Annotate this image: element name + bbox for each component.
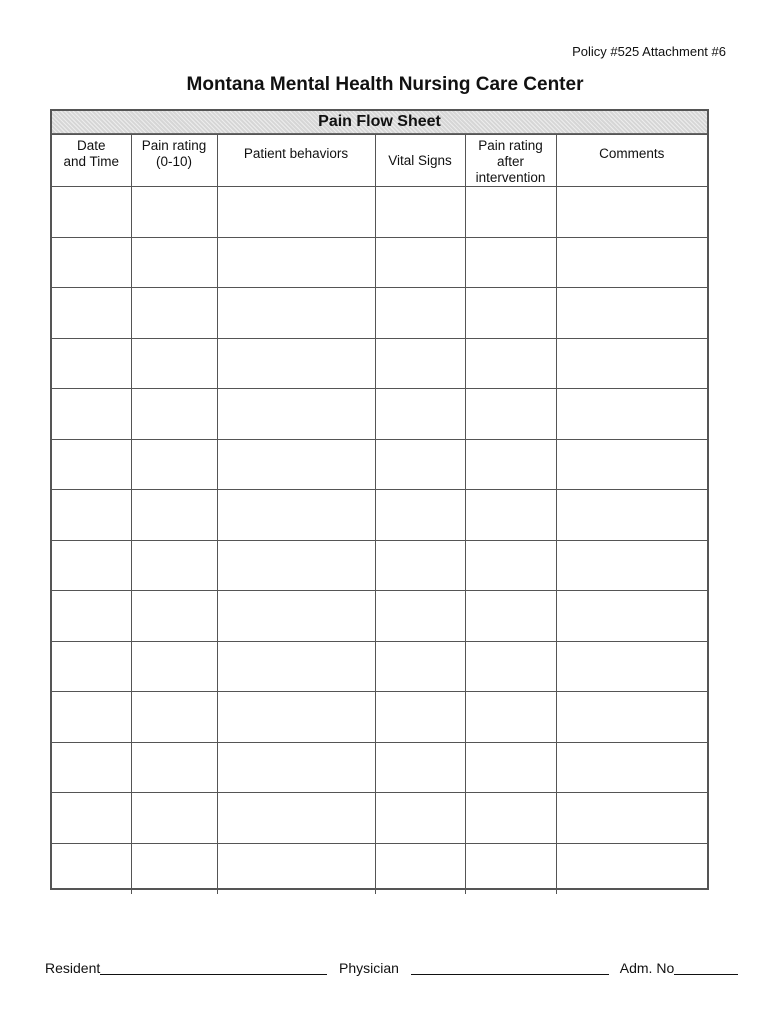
- date-time-cell[interactable]: [52, 843, 131, 894]
- vital-signs-cell[interactable]: [375, 742, 465, 793]
- pain-rating-cell[interactable]: [131, 692, 217, 743]
- pain-rating-cell[interactable]: [131, 237, 217, 288]
- vital-signs-cell[interactable]: [375, 843, 465, 894]
- date-time-cell[interactable]: [52, 540, 131, 591]
- patient-behaviors-cell[interactable]: [217, 288, 375, 339]
- table-body: [52, 187, 707, 894]
- comments-cell[interactable]: [556, 641, 707, 692]
- patient-behaviors-cell[interactable]: [217, 843, 375, 894]
- table-row: [52, 338, 707, 389]
- vital-signs-cell[interactable]: [375, 641, 465, 692]
- vital-signs-cell[interactable]: [375, 389, 465, 440]
- comments-cell[interactable]: [556, 490, 707, 541]
- vital-signs-cell[interactable]: [375, 187, 465, 238]
- date-time-cell[interactable]: [52, 591, 131, 642]
- patient-behaviors-cell[interactable]: [217, 237, 375, 288]
- header-line: intervention: [475, 170, 546, 185]
- pain-after-cell[interactable]: [465, 490, 556, 541]
- date-time-cell[interactable]: [52, 641, 131, 692]
- comments-cell[interactable]: [556, 540, 707, 591]
- header-line: Pain rating: [478, 138, 543, 153]
- pain-rating-cell[interactable]: [131, 641, 217, 692]
- vital-signs-cell[interactable]: [375, 591, 465, 642]
- pain-after-cell[interactable]: [465, 843, 556, 894]
- date-time-cell[interactable]: [52, 439, 131, 490]
- column-header-patient-behaviors: [217, 135, 375, 187]
- vital-signs-cell[interactable]: [375, 288, 465, 339]
- comments-cell[interactable]: [556, 237, 707, 288]
- patient-behaviors-cell[interactable]: [217, 793, 375, 844]
- signature-footer: [45, 960, 735, 976]
- pain-flow-sheet: [50, 109, 709, 890]
- column-header-date-time: [52, 135, 131, 187]
- pain-after-cell[interactable]: [465, 288, 556, 339]
- table-row: [52, 641, 707, 692]
- table-row: [52, 591, 707, 642]
- column-header-pain-rating: [131, 135, 217, 187]
- header-line: Pain rating: [141, 138, 207, 153]
- date-time-cell[interactable]: [52, 338, 131, 389]
- vital-signs-cell[interactable]: [375, 237, 465, 288]
- comments-cell[interactable]: [556, 793, 707, 844]
- pain-rating-cell[interactable]: [131, 591, 217, 642]
- header-line: after: [496, 154, 524, 169]
- vital-signs-cell[interactable]: [375, 439, 465, 490]
- date-time-cell[interactable]: [52, 389, 131, 440]
- patient-behaviors-cell[interactable]: [217, 591, 375, 642]
- patient-behaviors-cell[interactable]: [217, 692, 375, 743]
- table-row: [52, 540, 707, 591]
- resident-field[interactable]: [100, 960, 327, 975]
- comments-cell[interactable]: [556, 439, 707, 490]
- pain-rating-cell[interactable]: [131, 338, 217, 389]
- pain-rating-cell[interactable]: [131, 742, 217, 793]
- pain-after-cell[interactable]: [465, 439, 556, 490]
- date-time-cell[interactable]: [52, 187, 131, 238]
- pain-after-cell[interactable]: [465, 742, 556, 793]
- header-line: Vital Signs: [388, 152, 452, 168]
- physician-field[interactable]: [411, 960, 609, 975]
- vital-signs-cell[interactable]: [375, 793, 465, 844]
- patient-behaviors-cell[interactable]: [217, 540, 375, 591]
- patient-behaviors-cell[interactable]: [217, 389, 375, 440]
- vital-signs-cell[interactable]: [375, 540, 465, 591]
- pain-rating-cell[interactable]: [131, 793, 217, 844]
- date-time-cell[interactable]: [52, 288, 131, 339]
- vital-signs-cell[interactable]: [375, 692, 465, 743]
- sheet-title: Pain Flow Sheet: [52, 111, 707, 134]
- pain-rating-cell[interactable]: [131, 389, 217, 440]
- pain-after-cell[interactable]: [465, 591, 556, 642]
- date-time-cell[interactable]: [52, 692, 131, 743]
- table-row: [52, 692, 707, 743]
- column-header-comments: [556, 135, 707, 187]
- table-row: [52, 389, 707, 440]
- resident-label: Resident: [45, 960, 101, 976]
- column-header-vital-signs: [375, 135, 465, 187]
- patient-behaviors-cell[interactable]: [217, 187, 375, 238]
- adm-no-label: Adm. No: [619, 960, 675, 976]
- pain-after-cell[interactable]: [465, 692, 556, 743]
- pain-rating-cell[interactable]: [131, 540, 217, 591]
- pain-rating-cell[interactable]: [131, 439, 217, 490]
- physician-label: Physician: [339, 960, 399, 976]
- header-line: (0-10): [155, 154, 192, 169]
- patient-behaviors-cell[interactable]: [217, 742, 375, 793]
- comments-cell[interactable]: [556, 288, 707, 339]
- policy-reference: Policy #525 Attachment #6: [572, 44, 726, 59]
- adm-no-field[interactable]: [674, 960, 738, 975]
- patient-behaviors-cell[interactable]: [217, 338, 375, 389]
- header-line: Comments: [599, 146, 665, 161]
- table-row: [52, 288, 707, 339]
- table-row: [52, 237, 707, 288]
- page-title: Montana Mental Health Nursing Care Center: [186, 74, 584, 95]
- pain-rating-cell[interactable]: [131, 288, 217, 339]
- table-row: [52, 439, 707, 490]
- pain-after-cell[interactable]: [465, 389, 556, 440]
- date-time-cell[interactable]: [52, 793, 131, 844]
- header-line: Patient behaviors: [243, 146, 349, 161]
- table-row: [52, 843, 707, 894]
- comments-cell[interactable]: [556, 389, 707, 440]
- patient-behaviors-cell[interactable]: [217, 641, 375, 692]
- pain-rating-cell[interactable]: [131, 843, 217, 894]
- date-time-cell[interactable]: [52, 237, 131, 288]
- header-line: Date: [76, 138, 106, 153]
- comments-cell[interactable]: [556, 338, 707, 389]
- pain-after-cell[interactable]: [465, 237, 556, 288]
- pain-after-cell[interactable]: [465, 793, 556, 844]
- header-line: and Time: [63, 154, 120, 169]
- pain-after-cell[interactable]: [465, 187, 556, 238]
- pain-after-cell[interactable]: [465, 641, 556, 692]
- table-row: [52, 742, 707, 793]
- table-header-row: [52, 135, 707, 187]
- comments-cell[interactable]: [556, 742, 707, 793]
- date-time-cell[interactable]: [52, 742, 131, 793]
- pain-rating-cell[interactable]: [131, 490, 217, 541]
- vital-signs-cell[interactable]: [375, 490, 465, 541]
- table-row: [52, 793, 707, 844]
- pain-after-cell[interactable]: [465, 338, 556, 389]
- comments-cell[interactable]: [556, 692, 707, 743]
- vital-signs-cell[interactable]: [375, 338, 465, 389]
- table-row: [52, 187, 707, 238]
- column-header-pain-after-intervention: [465, 135, 556, 187]
- pain-rating-cell[interactable]: [131, 187, 217, 238]
- flow-table: [52, 134, 707, 894]
- table-row: [52, 490, 707, 541]
- pain-after-cell[interactable]: [465, 540, 556, 591]
- patient-behaviors-cell[interactable]: [217, 490, 375, 541]
- date-time-cell[interactable]: [52, 490, 131, 541]
- comments-cell[interactable]: [556, 187, 707, 238]
- comments-cell[interactable]: [556, 843, 707, 894]
- comments-cell[interactable]: [556, 591, 707, 642]
- patient-behaviors-cell[interactable]: [217, 439, 375, 490]
